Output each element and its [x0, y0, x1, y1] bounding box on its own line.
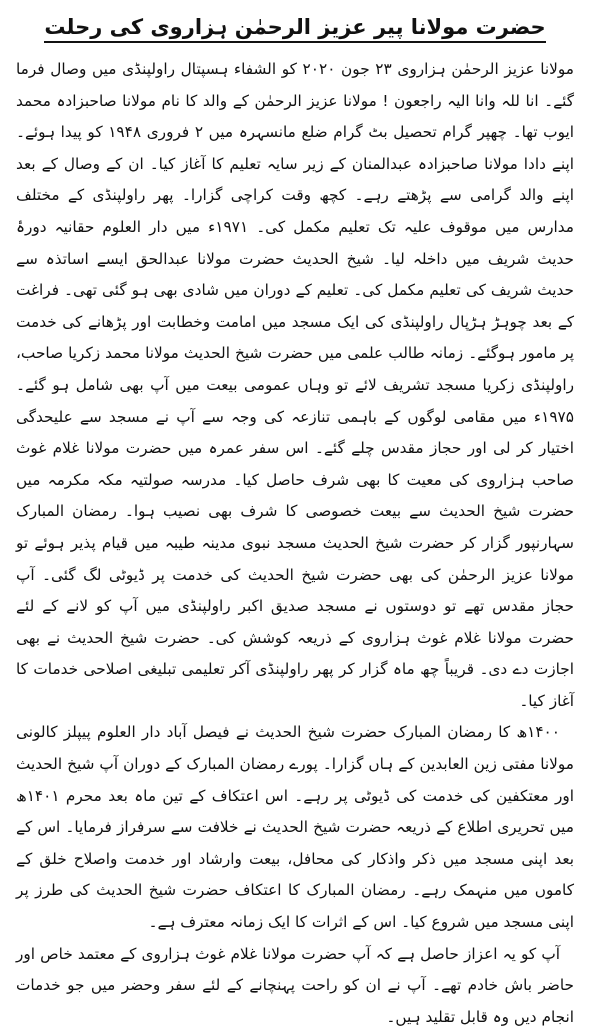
- paragraph-2: ۱۴۰۰ھ کا رمضان المبارک حضرت شیخ الحدیث نے فیصل آباد دار العلوم پیپلز کالونی مولانا مفتی زین العابدین کے ہاں گزارا۔ پورے رمضان المبارک کے دوران آپ شیخ الحدیث اور معتکفین کی خدمت کی ڈیوٹی پر رہے۔ اس اعتکاف کے تین ماہ بعد محرم ۱۴۰۱ھ میں تحریری اطلاع کے ذریعہ حضرت شیخ الحدیث نے خلافت سے سرفراز فرمایا۔ اس کے بعد اپنی مسجد میں ذکر واذکار کی محافل، بیعت وارشاد اور خدمت واصلاح خلق کے کاموں میں منہمک رہے۔ رمضان المبارک کا اعتکاف حضرت شیخ الحدیث کی طرز پر اپنی مسجد میں شروع کیا۔ اس کے اثرات کا ایک زمانہ معترف ہے۔: [16, 723, 574, 932]
- article-title: [16, 10, 574, 44]
- title-text: حضرت مولانا پیر عزیز الرحمٰن ہزاروی کی رحلت: [44, 15, 545, 43]
- article-body: [16, 54, 574, 1033]
- paragraph-3: آپ کو یہ اعزاز حاصل ہے کہ آپ حضرت مولانا غلام غوث ہزاروی کے معتمد خاص اور حاضر باش خادم تھے۔ آپ نے ان کو راحت پہنچانے کے لئے سفر وحضر میں جو خدمات انجام دیں وہ قابل تقلید ہیں۔: [16, 944, 574, 1026]
- paragraph-1: مولانا عزیز الرحمٰن ہزاروی ۲۳ جون ۲۰۲۰ کو الشفاء ہسپتال راولپنڈی میں وصال فرما گئے۔ انا للہ وانا الیہ راجعون ! مولانا عزیز الرحمٰن کے والد کا نام مولانا صاحبزادہ محمد ایوب تھا۔ چھپر گرام تحصیل بٹ گرام ضلع مانسہرہ میں ۲ فروری ۱۹۴۸ کو پیدا ہوئے۔ اپنے دادا مولانا صاحبزادہ عبدالمنان کے زیر سایہ تعلیم کا آغاز کیا۔ ان کے وصال کے بعد اپنے والد گرامی سے پڑھتے رہے۔ کچھ وقت کراچی گزارا۔ پھر راولپنڈی کے مختلف مدارس میں موقوف علیہ تک تعلیم مکمل کی۔ ۱۹۷۱ء میں دار العلوم حقانیہ دورۂ حدیث شریف میں داخلہ لیا۔ شیخ الحدیث حضرت مولانا عبدالحق ایسے اساتذہ سے حدیث شریف کی تعلیم مکمل کی۔ تعلیم کے دوران میں شادی بھی ہو گئی تھی۔ فراغت کے بعد چوہڑ ہڑپال راولپنڈی کی ایک مسجد میں امامت وخطابت اور پڑھانے کی خدمت پر مامور ہوگئے۔ زمانہ طالب علمی میں حضرت شیخ الحدیث مولانا محمد زکریا صاحب، راولپنڈی زکریا مسجد تشریف لائے تو وہاں عمومی بیعت میں آپ بھی شامل ہو گئے۔ ۱۹۷۵ء میں مقامی لوگوں کے باہمی تنازعہ کی وجہ سے آپ نے مسجد سے علیحدگی اختیار کر لی اور حجاز مقدس چلے گئے۔ اس سفر عمرہ میں حضرت مولانا غلام غوث صاحب ہزاروی کی معیت کا بھی شرف حاصل کیا۔ مدرسہ صولتیہ مکہ مکرمہ میں حضرت شیخ الحدیث سے بیعت خصوصی کا شرف بھی نصیب ہوا۔ رمضان المبارک سہارنپور گزار کر حضرت شیخ الحدیث مسجد نبوی مدینہ طیبہ میں قیام پذیر ہوئے تو مولانا عزیز الرحمٰن کی بھی حضرت شیخ الحدیث کی خدمت پر ڈیوٹی لگ گئی۔ آپ حجاز مقدس تھے تو دوستوں نے مسجد صدیق اکبر راولپنڈی میں آپ کو لانے کے لئے حضرت مولانا غلام غوث ہزاروی کے ذریعہ کوشش کی۔ حضرت شیخ الحدیث نے بھی اجازت دے دی۔ قریباً چھ ماہ گزار کر پھر راولپنڈی آکر تعلیمی تبلیغی اصلاحی خدمات کا آغاز کیا۔: [16, 60, 574, 710]
